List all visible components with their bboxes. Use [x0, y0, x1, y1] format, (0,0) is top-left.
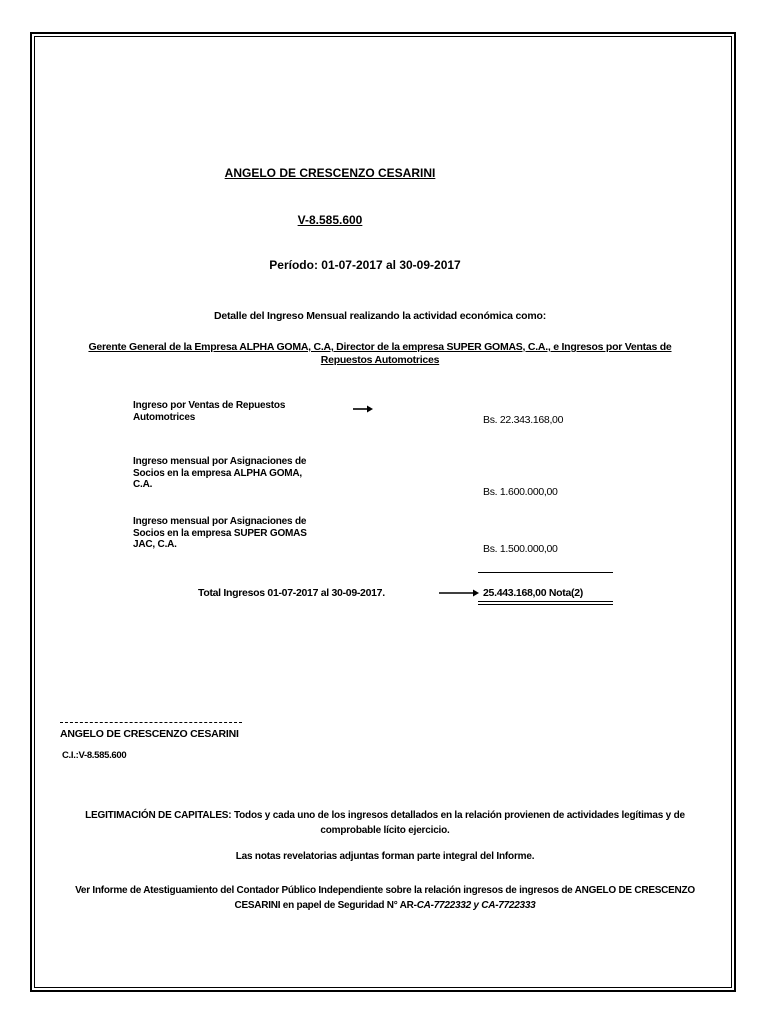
total-double-rule-bottom: [478, 604, 613, 605]
total-label: Total Ingresos 01-07-2017 al 30-09-2017.: [198, 587, 385, 599]
signature-line: [60, 722, 242, 723]
period: Período: 01-07-2017 al 30-09-2017: [269, 258, 461, 272]
role-description: Gerente General de la Empresa ALPHA GOMA, C.A, Director de la empresa SUPER GOMAS, C.A., e Ingresos por Ventas de Repuestos Automotrices: [88, 341, 672, 366]
item-label-super: Ingreso mensual por Asignaciones de Socios en la empresa SUPER GOMAS JAC, C.A.: [133, 516, 307, 550]
security-paper-code-1: CA-7722332: [416, 900, 471, 911]
arrow-right-icon: [352, 404, 374, 414]
ver-informe-text: Ver Informe de Atestiguamiento del Contador Público Independiente sobre la relación ingresos de ingresos de ANGELO DE CRESCENZO CESARINI en papel de Seguridad N° AR-: [75, 885, 695, 911]
person-name-title: ANGELO DE CRESCENZO CESARINI: [224, 166, 436, 180]
item-value-alpha: Bs. 1.600.000,00: [483, 486, 558, 498]
ver-informe-statement: [55, 883, 715, 913]
security-paper-code-2: CA-7722333: [481, 900, 536, 911]
notas-statement: Las notas revelatorias adjuntas forman parte integral del Informe.: [235, 851, 535, 862]
sum-rule: [478, 572, 613, 573]
total-double-rule-top: [478, 601, 613, 602]
item-value-super: Bs. 1.500.000,00: [483, 543, 558, 555]
signature-id: C.I.:V-8.585.600: [62, 750, 127, 761]
item-label-alpha: Ingreso mensual por Asignaciones de Socios en la empresa ALPHA GOMA, C.A.: [133, 456, 307, 490]
person-id: V-8.585.600: [297, 213, 363, 227]
total-value: 25.443.168,00 Nota(2): [483, 587, 583, 599]
arrow-right-icon: [438, 588, 480, 598]
detail-intro: Detalle del Ingreso Mensual realizando la actividad económica como:: [213, 310, 547, 322]
security-paper-joiner: y: [470, 900, 482, 911]
legitimacion-statement: LEGITIMACIÓN DE CAPITALES: Todos y cada uno de los ingresos detallados en la relación provienen de actividades legítimas y de comprobable lícito ejercicio.: [85, 810, 685, 836]
signature-name: ANGELO DE CRESCENZO CESARINI: [60, 728, 239, 740]
item-label-ventas: Ingreso por Ventas de Repuestos Automotrices: [133, 400, 286, 423]
item-value-ventas: Bs. 22.343.168,00: [483, 414, 564, 426]
